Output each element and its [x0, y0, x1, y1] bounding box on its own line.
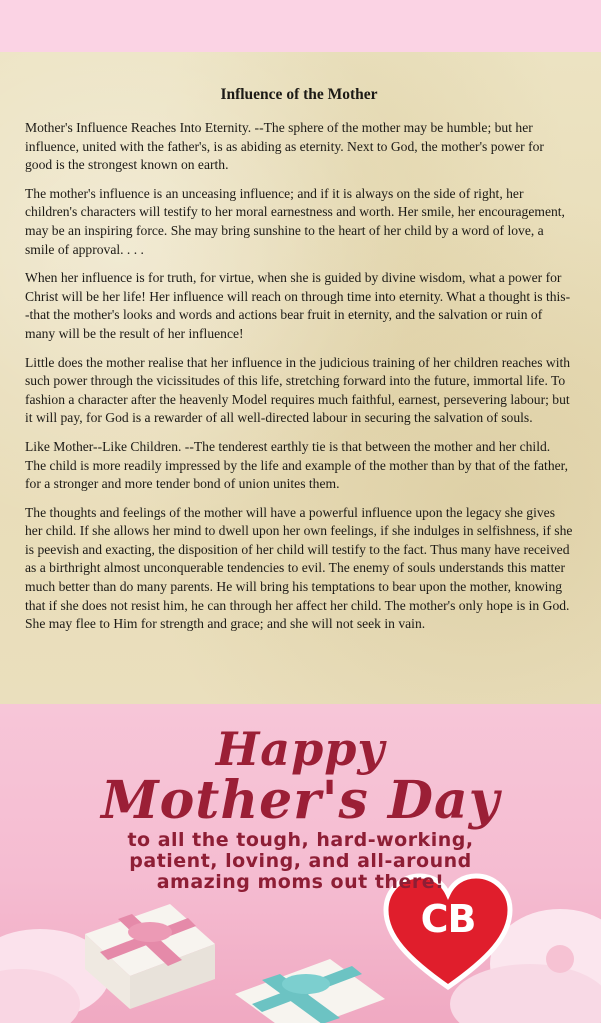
card-happy-text: Happy — [215, 722, 386, 776]
article-paragraph: Mother's Influence Reaches Into Eternity. --The sphere of the mother may be humble; but her influence, united with the father's, is as abiding as eternity. Next to God, the mother's power for good is the strongest known on earth. — [25, 120, 544, 173]
cb-badge-text: CB — [420, 897, 476, 941]
article-paragraph: Like Mother--Like Children. --The tenderest earthly tie is that between the mother and her child. The child is more readily impressed by the life and example of the mother than by that of the father, for a stronger and more tender bond of union unites them. — [25, 438, 569, 492]
card-subtitle-line: patient, loving, and all-around — [129, 850, 472, 872]
article-paragraph: Little does the mother realise that her influence in the judicious training of her children reaches with such power through the vicissitudes of this life, stretching forward into the future, immortal life. To fashion a character after the heavenly Model requires much faithful, earnest, persevering labour; but it will pay, for God is a rewarder of all well-directed labour in securing the salvation of souls. — [25, 354, 571, 426]
article-title: Influence of the Mother — [220, 86, 378, 103]
mothers-day-card — [0, 704, 601, 1023]
parchment-panel — [0, 52, 601, 704]
article-paragraph: When her influence is for truth, for virtue, when she is guided by divine wisdom, what a power for Christ will be her life! Her influence will reach on through time into eternity. What a thought is this--that the mother's looks and words and actions bear fruit in eternity, and the salvation or ruin of many will be the result of her influence! — [25, 270, 571, 341]
top-pink-band — [0, 0, 601, 52]
article — [0, 52, 601, 704]
gift-box-teal-ribbon — [235, 959, 385, 1023]
card-mothers-day-text: Mother's Day — [101, 770, 500, 831]
card-subtitle-line: to all the tough, hard-working, — [127, 829, 474, 851]
card-subtitle-line: amazing moms out there! — [156, 871, 445, 893]
article-paragraph: The mother's influence is an unceasing influence; and if it is always on the side of right, her children's characters will testify to her moral earnestness and worth. Her smile, her encouragement, may be an inspiring force. She may bring sunshine to the heart of her child by a word of love, a smile of approval. . . . — [25, 185, 565, 257]
card-subtitle — [0, 830, 601, 893]
article-paragraph: The thoughts and feelings of the mother will have a powerful influence upon the legacy she gives her child. If she allows her mind to dwell upon her own feelings, if she indulges in selfishness, if she is peevish and exacting, the disposition of her child will testify to the fact. Thus many have received as a birthright almost unconquerable tendencies to evil. The enemy of souls understands this matter much better than do many parents. He will bring his temptations to bear upon the mother, knowing that if she does not resist him, he can through her affect her child. The mother's only hope is in God. She may flee to Him for strength and grace; and she will not seek in vain. — [25, 504, 573, 632]
gift-box-pink-ribbon — [85, 904, 215, 1009]
